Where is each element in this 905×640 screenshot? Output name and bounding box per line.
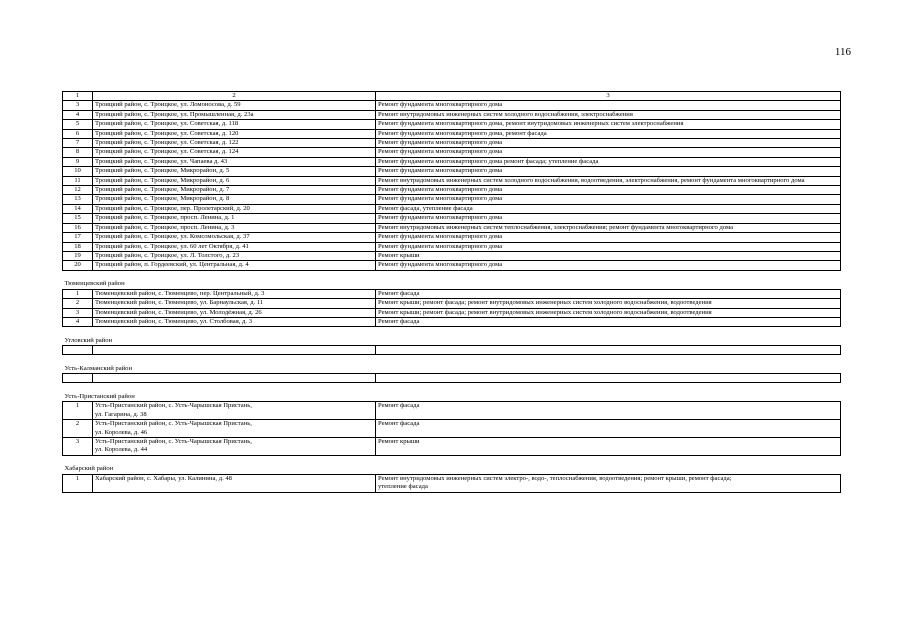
- table-row: [63, 299, 841, 308]
- address-cell: Троицкий район, с. Троицкое, ул. Советская, д. 120: [93, 129, 376, 138]
- table-row: [63, 176, 841, 185]
- table-row: [63, 420, 841, 438]
- address-cell: Хабарский район, с. Хабары, ул. Калинина, д. 48: [93, 474, 376, 492]
- row-number-cell: 19: [63, 251, 93, 260]
- table-row: [63, 148, 841, 157]
- row-number-cell: 13: [63, 195, 93, 204]
- table-row: [63, 204, 841, 213]
- table-row: [63, 186, 841, 195]
- works-cell: Ремонт фундамента многоквартирного дома: [376, 148, 841, 157]
- address-cell: Троицкий район, с. Троицкое, Микрорайон, д. 5: [93, 167, 376, 176]
- works-cell: Ремонт фундамента многоквартирного дома: [376, 242, 841, 251]
- row-number-cell: 17: [63, 233, 93, 242]
- empty-cell: [376, 346, 841, 355]
- address-cell: Троицкий район, с. Троицкое, просп. Ленина, д. 3: [93, 223, 376, 232]
- table-row: [63, 129, 841, 138]
- row-number-cell: 10: [63, 167, 93, 176]
- works-cell: Ремонт фасада: [376, 289, 841, 298]
- row-number-cell: 1: [63, 289, 93, 298]
- address-cell: Троицкий район, с. Троицкое, ул. Советская, д. 124: [93, 148, 376, 157]
- works-cell: Ремонт фасада: [376, 317, 841, 326]
- works-cell: Ремонт фасада, утепление фасада: [376, 204, 841, 213]
- works-cell: Ремонт крыши; ремонт фасада; ремонт внутридомовых инженерных систем холодного водоснабжения, водоотведения: [376, 308, 841, 317]
- table-row: [63, 308, 841, 317]
- empty-cell: [376, 374, 841, 383]
- works-cell: Ремонт крыши: [376, 437, 841, 455]
- row-number-cell: 20: [63, 261, 93, 270]
- column-number-1: 1: [63, 92, 93, 101]
- address-cell: Троицкий район, с. Троицкое, ул. Комсомольская, д. 37: [93, 233, 376, 242]
- row-number-cell: 1: [63, 474, 93, 492]
- works-cell: Ремонт фасада: [376, 402, 841, 420]
- table-row: [63, 233, 841, 242]
- works-cell: Ремонт крыши; ремонт фасада; ремонт внутридомовых инженерных систем холодного водоснабжения, водоотведения: [376, 299, 841, 308]
- address-cell: Троицкий район, с. Троицкое, Микрорайон, д. 8: [93, 195, 376, 204]
- works-cell: Ремонт внутридомовых инженерных систем холодного водоснабжения, электроснабжения: [376, 110, 841, 119]
- address-cell: Усть-Пристанский район, с. Усть-Чарышская Пристань, ул. Гагарина, д. 38: [93, 402, 376, 420]
- district-heading-row: [63, 383, 841, 402]
- table-row: [63, 242, 841, 251]
- address-cell: Троицкий район, с. Троицкое, Микрорайон, д. 7: [93, 186, 376, 195]
- row-number-cell: 16: [63, 223, 93, 232]
- address-cell: Троицкий район, с. Троицкое, ул. Промышленная, д. 23а: [93, 110, 376, 119]
- address-cell: Троицкий район, с. Троицкое, просп. Ленина, д. 1: [93, 214, 376, 223]
- works-cell: Ремонт крыши: [376, 251, 841, 260]
- table-row: [63, 261, 841, 270]
- table-row: [63, 437, 841, 455]
- empty-cell: [63, 374, 93, 383]
- works-cell: Ремонт фундамента многоквартирного дома: [376, 195, 841, 204]
- district-heading: Тюменцевский район: [64, 280, 125, 288]
- works-cell: Ремонт фундамента многоквартирного дома, ремонт фасада: [376, 129, 841, 138]
- table-row: [63, 157, 841, 166]
- table-row: [63, 289, 841, 298]
- district-heading-row: [63, 327, 841, 346]
- district-heading: Усть-Пристанский район: [64, 392, 135, 400]
- table-row: [63, 110, 841, 119]
- district-heading-row: [63, 355, 841, 374]
- works-cell: Ремонт фундамента многоквартирного дома: [376, 101, 841, 110]
- row-number-cell: 15: [63, 214, 93, 223]
- address-cell: Троицкий район, с. Троицкое, ул. Л. Толстого, д. 23: [93, 251, 376, 260]
- works-cell: Ремонт внутридомовых инженерных систем холодного водоснабжения, водоотведения, электроснабжения, ремонт фундамента многоквартирного дома: [376, 176, 841, 185]
- address-cell: Усть-Пристанский район, с. Усть-Чарышская Пристань, ул. Королева, д. 46: [93, 420, 376, 438]
- address-cell: Троицкий район, с. Троицкое, ул. Советская, д. 122: [93, 139, 376, 148]
- row-number-cell: 11: [63, 176, 93, 185]
- table-row: [63, 120, 841, 129]
- address-cell: Троицкий район, с. Троицкое, ул. Советская, д. 118: [93, 120, 376, 129]
- works-table: [62, 91, 841, 493]
- table-row: [63, 167, 841, 176]
- row-number-cell: 3: [63, 101, 93, 110]
- empty-cell: [63, 346, 93, 355]
- table-row: [63, 402, 841, 420]
- row-number-cell: 14: [63, 204, 93, 213]
- row-number-cell: 4: [63, 317, 93, 326]
- address-cell: Тюменцевский район, с. Тюменцево, ул. Барнаульская, д. 11: [93, 299, 376, 308]
- works-cell: Ремонт фундамента многоквартирного дома, ремонт внутридомовых инженерных систем электроснабжения: [376, 120, 841, 129]
- works-cell: Ремонт фундамента многоквартирного дома: [376, 233, 841, 242]
- row-number-cell: 9: [63, 157, 93, 166]
- row-number-cell: 12: [63, 186, 93, 195]
- district-heading: Хабарский район: [64, 465, 114, 473]
- row-number-cell: 4: [63, 110, 93, 119]
- address-cell: Тюменцевский район, с. Тюменцево, ул. Столбовая, д. 3: [93, 317, 376, 326]
- address-cell: Тюменцевский район, с. Тюменцево, пер. Центральный, д. 3: [93, 289, 376, 298]
- works-cell: Ремонт внутридомовых инженерных систем теплоснабжения, электроснабжения; ремонт фундамента многоквартирного дома: [376, 223, 841, 232]
- works-cell: Ремонт фундамента многоквартирного дома: [376, 214, 841, 223]
- address-cell: Тюменцевский район, с. Тюменцево, ул. Молодёжная, д. 26: [93, 308, 376, 317]
- table-row: [63, 139, 841, 148]
- table-row: [63, 195, 841, 204]
- page-number: 116: [834, 46, 851, 58]
- table-row: [63, 474, 841, 492]
- district-heading: Усть-Калманский район: [64, 364, 132, 372]
- works-cell: Ремонт фундамента многоквартирного дома: [376, 261, 841, 270]
- works-cell: Ремонт фасада: [376, 420, 841, 438]
- address-cell: Троицкий район, с. Троицкое, пер. Пролетарский, д. 20: [93, 204, 376, 213]
- row-number-cell: 6: [63, 129, 93, 138]
- table-row: [63, 214, 841, 223]
- works-cell: Ремонт фундамента многоквартирного дома: [376, 186, 841, 195]
- row-number-cell: 18: [63, 242, 93, 251]
- empty-cell: [93, 374, 376, 383]
- row-number-cell: 2: [63, 420, 93, 438]
- column-number-2: 2: [93, 92, 376, 101]
- address-cell: Троицкий район, с. Троицкое, ул. 60 лет Октября, д. 41: [93, 242, 376, 251]
- row-number-cell: 5: [63, 120, 93, 129]
- row-number-cell: 1: [63, 402, 93, 420]
- district-heading: Угловский район: [64, 336, 113, 344]
- row-number-cell: 2: [63, 299, 93, 308]
- works-cell: Ремонт фундамента многоквартирного дома: [376, 139, 841, 148]
- address-cell: Троицкий район, с. Троицкое, ул. Ломоносова, д. 59: [93, 101, 376, 110]
- column-number-3: 3: [376, 92, 841, 101]
- district-heading-row: [63, 270, 841, 289]
- row-number-cell: 3: [63, 437, 93, 455]
- table-row: [63, 251, 841, 260]
- works-cell: Ремонт внутридомовых инженерных систем электро-, водо-, теплоснабжения, водоотведения; ремонт крыши, ремонт фасада; утепление фасада: [376, 474, 841, 492]
- column-number-row: [63, 92, 841, 101]
- address-cell: Троицкий район, п. Гордеевский, ул. Центральная, д. 4: [93, 261, 376, 270]
- address-cell: Троицкий район, с. Троицкое, Микрорайон, д. 6: [93, 176, 376, 185]
- address-cell: Усть-Пристанский район, с. Усть-Чарышская Пристань, ул. Королева, д. 44: [93, 437, 376, 455]
- district-heading-row: [63, 455, 841, 474]
- table-row: [63, 101, 841, 110]
- table-row: [63, 317, 841, 326]
- works-cell: Ремонт фундамента многоквартирного дома ремонт фасада; утепление фасада: [376, 157, 841, 166]
- empty-cell: [93, 346, 376, 355]
- row-number-cell: 8: [63, 148, 93, 157]
- table-row: [63, 223, 841, 232]
- address-cell: Троицкий район, с. Троицкое, ул. Чапаева д. 43: [93, 157, 376, 166]
- empty-row: [63, 374, 841, 383]
- row-number-cell: 3: [63, 308, 93, 317]
- row-number-cell: 7: [63, 139, 93, 148]
- works-cell: Ремонт фундамента многоквартирного дома: [376, 167, 841, 176]
- empty-row: [63, 346, 841, 355]
